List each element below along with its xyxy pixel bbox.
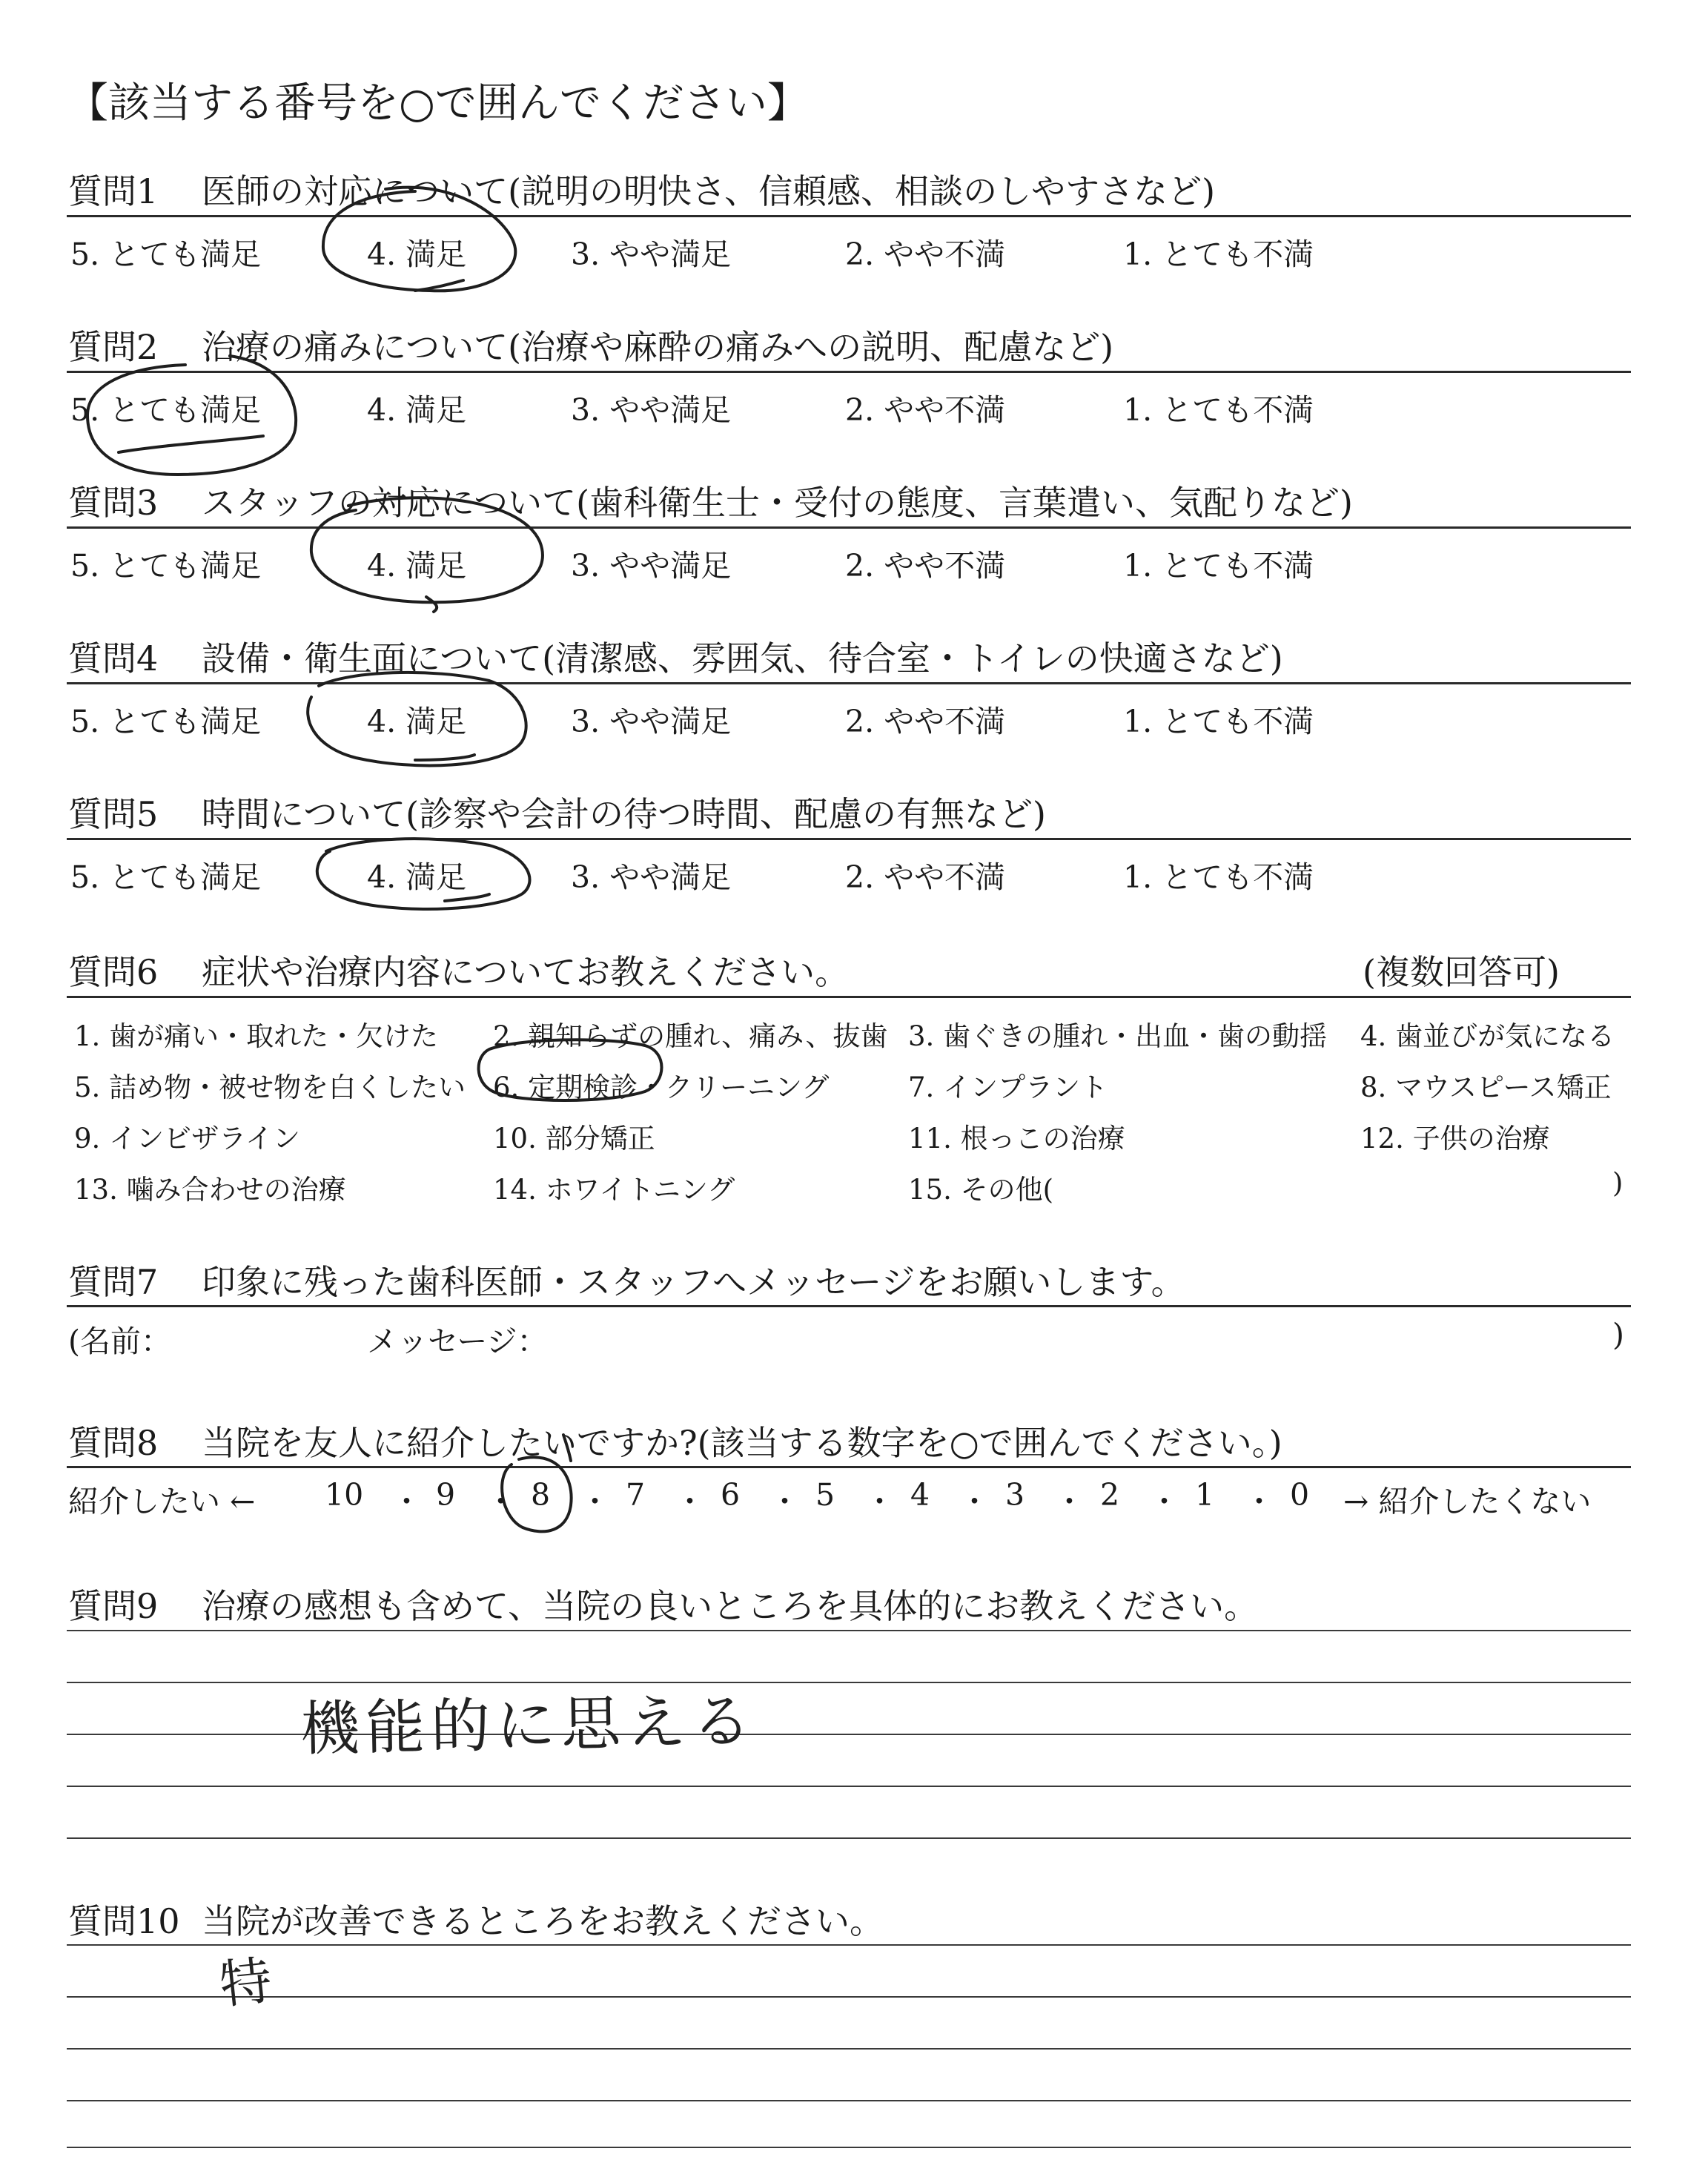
q4-text: 設備・衛生面について(清潔感、雰囲気、待合室・トイレの快適さなど) bbox=[202, 638, 1283, 678]
q6-item-12[interactable]: 12. 子供の治療 bbox=[1360, 1123, 1550, 1155]
q10-number: 質問10 bbox=[68, 1901, 180, 1941]
q8-scale-4[interactable]: 4 bbox=[910, 1477, 930, 1513]
q8-scale-8[interactable]: 8 bbox=[531, 1477, 551, 1513]
q6-item-3[interactable]: 3. 歯ぐきの腫れ・出血・歯の動揺 bbox=[908, 1020, 1328, 1052]
q7-number: 質問7 bbox=[68, 1262, 159, 1302]
q6-item-5[interactable]: 5. 詰め物・被せ物を白くしたい bbox=[74, 1071, 466, 1103]
q4-option-5[interactable]: 5. とても満足 bbox=[70, 704, 262, 739]
q10-text: 当院が改善できるところをお教えください。 bbox=[202, 1901, 884, 1941]
q7-close: ) bbox=[1612, 1317, 1624, 1353]
q8-scale-6[interactable]: 6 bbox=[721, 1477, 741, 1513]
q6-item-14[interactable]: 14. ホワイトニング bbox=[493, 1174, 735, 1206]
q3-number: 質問3 bbox=[68, 483, 159, 523]
q5-text: 時間について(診察や会計の待つ時間、配慮の有無など) bbox=[202, 794, 1046, 834]
q4-option-4[interactable]: 4. 満足 bbox=[367, 704, 467, 739]
q6-item-1[interactable]: 1. 歯が痛い・取れた・欠けた bbox=[74, 1020, 439, 1052]
q1-number: 質問1 bbox=[68, 171, 159, 211]
q9-number: 質問9 bbox=[68, 1586, 159, 1626]
q10-line-2 bbox=[67, 1996, 1631, 1998]
q6-item-8[interactable]: 8. マウスピース矯正 bbox=[1360, 1071, 1612, 1103]
q1-rule bbox=[67, 215, 1631, 217]
q6-rule bbox=[67, 996, 1631, 998]
q1-option-5[interactable]: 5. とても満足 bbox=[70, 237, 262, 272]
q5-number: 質問5 bbox=[68, 794, 159, 834]
q2-option-1[interactable]: 1. とても不満 bbox=[1123, 392, 1314, 428]
q5-option-2[interactable]: 2. やや不満 bbox=[845, 859, 1006, 895]
q2-option-5[interactable]: 5. とても満足 bbox=[70, 392, 262, 428]
q6-number: 質問6 bbox=[68, 952, 159, 992]
q10-handwritten-answer[interactable]: 特 bbox=[216, 1949, 275, 2016]
q3-option-5[interactable]: 5. とても満足 bbox=[70, 548, 262, 584]
q3-text: スタッフの対応について(歯科衛生士・受付の態度、言葉遣い、気配りなど) bbox=[202, 483, 1353, 523]
q6-item-4[interactable]: 4. 歯並びが気になる bbox=[1360, 1020, 1615, 1052]
q8-rule bbox=[67, 1466, 1631, 1468]
q6-other-close: ) bbox=[1612, 1167, 1623, 1199]
q6-item-2[interactable]: 2. 親知らずの腫れ、痛み、抜歯 bbox=[493, 1020, 888, 1052]
q1-option-2[interactable]: 2. やや不満 bbox=[845, 237, 1006, 272]
q8-scale-5[interactable]: 5 bbox=[815, 1477, 835, 1513]
q8-scale-7[interactable]: 7 bbox=[626, 1477, 646, 1513]
q8-dot: ・ bbox=[1149, 1484, 1179, 1519]
q1-option-1[interactable]: 1. とても不満 bbox=[1123, 237, 1314, 272]
q10-line-3 bbox=[67, 2048, 1631, 2050]
page-header: 【該当する番号を○で囲んでください】 bbox=[67, 79, 809, 128]
q2-rule bbox=[67, 371, 1631, 373]
q8-scale-2[interactable]: 2 bbox=[1100, 1477, 1120, 1513]
q8-scale-10[interactable]: 10 bbox=[325, 1477, 364, 1513]
q7-name-label: (名前： bbox=[68, 1324, 171, 1359]
q9-handwritten-answer[interactable]: 機能的に思える bbox=[299, 1686, 758, 1764]
q8-dot: ・ bbox=[1054, 1484, 1085, 1519]
q5-option-5[interactable]: 5. とても満足 bbox=[70, 859, 262, 895]
q8-dot: ・ bbox=[675, 1484, 705, 1519]
q8-right-label: → 紹介したくない bbox=[1343, 1484, 1592, 1519]
q8-dot: ・ bbox=[864, 1484, 895, 1519]
q8-number: 質問8 bbox=[68, 1423, 159, 1463]
q9-line-4 bbox=[67, 1786, 1631, 1787]
q6-note: (複数回答可) bbox=[1363, 952, 1560, 992]
q6-text: 症状や治療内容についてお教えください。 bbox=[202, 952, 850, 992]
q8-scale-9[interactable]: 9 bbox=[436, 1477, 456, 1513]
q6-item-7[interactable]: 7. インプラント bbox=[908, 1071, 1108, 1103]
q4-rule bbox=[67, 682, 1631, 684]
q8-dot: ・ bbox=[486, 1484, 516, 1519]
q5-rule bbox=[67, 838, 1631, 840]
q8-left-label: 紹介したい ← bbox=[68, 1484, 256, 1519]
q4-number: 質問4 bbox=[68, 638, 159, 678]
q9-line-5 bbox=[67, 1837, 1631, 1839]
q8-dot: ・ bbox=[1244, 1484, 1274, 1519]
q6-item-6[interactable]: 6. 定期検診・クリーニング bbox=[493, 1071, 830, 1103]
q2-number: 質問2 bbox=[68, 327, 159, 367]
q7-message-label: メッセージ： bbox=[367, 1324, 548, 1359]
q1-text: 医師の対応について(説明の明快さ、信頼感、相談のしやすさなど) bbox=[202, 171, 1216, 211]
q4-option-2[interactable]: 2. やや不満 bbox=[845, 704, 1006, 739]
q3-option-3[interactable]: 3. やや満足 bbox=[571, 548, 732, 584]
q2-text: 治療の痛みについて(治療や麻酔の痛みへの説明、配慮など) bbox=[202, 327, 1114, 367]
q8-dot: ・ bbox=[391, 1484, 422, 1519]
q3-option-2[interactable]: 2. やや不満 bbox=[845, 548, 1006, 584]
q10-line-4 bbox=[67, 2100, 1631, 2101]
q5-option-4[interactable]: 4. 満足 bbox=[367, 859, 467, 895]
q3-option-1[interactable]: 1. とても不満 bbox=[1123, 548, 1314, 584]
q2-option-3[interactable]: 3. やや満足 bbox=[571, 392, 732, 428]
q3-rule bbox=[67, 526, 1631, 529]
q8-scale-0[interactable]: 0 bbox=[1290, 1477, 1310, 1513]
q5-option-3[interactable]: 3. やや満足 bbox=[571, 859, 732, 895]
q6-item-11[interactable]: 11. 根っこの治療 bbox=[908, 1123, 1125, 1155]
q2-option-2[interactable]: 2. やや不満 bbox=[845, 392, 1006, 428]
q8-text: 当院を友人に紹介したいですか?(該当する数字を○で囲んでください。) bbox=[202, 1423, 1282, 1463]
q9-text: 治療の感想も含めて、当院の良いところを具体的にお教えください。 bbox=[202, 1586, 1259, 1626]
q6-item-10[interactable]: 10. 部分矯正 bbox=[493, 1123, 655, 1155]
q4-option-1[interactable]: 1. とても不満 bbox=[1123, 704, 1314, 739]
q4-option-3[interactable]: 3. やや満足 bbox=[571, 704, 732, 739]
q7-text: 印象に残った歯科医師・スタッフへメッセージをお願いします。 bbox=[202, 1262, 1185, 1302]
q6-item-15[interactable]: 15. その他( bbox=[908, 1174, 1054, 1206]
q6-item-9[interactable]: 9. インビザライン bbox=[74, 1123, 300, 1155]
q8-dot: ・ bbox=[580, 1484, 610, 1519]
q8-dot: ・ bbox=[769, 1484, 800, 1519]
q7-rule bbox=[67, 1305, 1631, 1307]
q8-scale-3[interactable]: 3 bbox=[1005, 1477, 1025, 1513]
q3-option-4[interactable]: 4. 満足 bbox=[367, 548, 467, 584]
q9-line-1 bbox=[67, 1630, 1631, 1631]
q10-line-5 bbox=[67, 2147, 1631, 2148]
q10-line-1 bbox=[67, 1944, 1631, 1946]
q1-option-3[interactable]: 3. やや満足 bbox=[571, 237, 732, 272]
q5-option-1[interactable]: 1. とても不満 bbox=[1123, 859, 1314, 895]
q8-scale-1[interactable]: 1 bbox=[1195, 1477, 1215, 1513]
q2-option-4[interactable]: 4. 満足 bbox=[367, 392, 467, 428]
q6-item-13[interactable]: 13. 噛み合わせの治療 bbox=[74, 1174, 346, 1206]
q8-dot: ・ bbox=[959, 1484, 990, 1519]
q1-option-4[interactable]: 4. 満足 bbox=[367, 237, 467, 272]
